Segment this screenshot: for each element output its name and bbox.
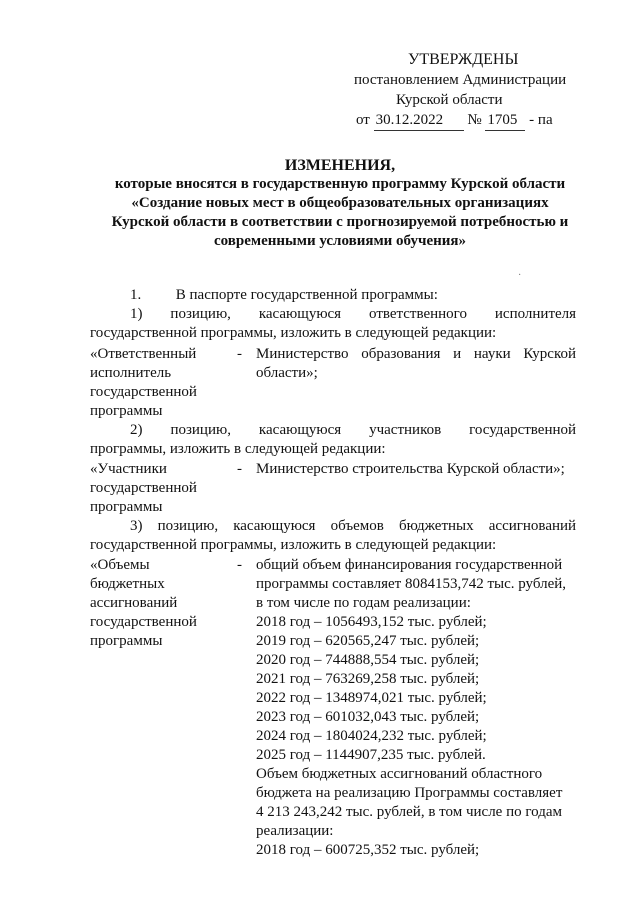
item-number: 2) xyxy=(130,422,143,438)
label-line: государственной xyxy=(90,480,197,496)
item-3 xyxy=(90,517,576,555)
value-line: 2023 год – 601032,043 тыс. рублей; xyxy=(256,709,480,725)
value-line: 4 213 243,242 тыс. рублей, в том числе по годам xyxy=(256,804,562,820)
word: касающуюся xyxy=(258,422,342,438)
from-word: от xyxy=(356,112,370,128)
item-3-line-1 xyxy=(90,517,576,536)
item-1-line-2: государственной программы, изложить в следующей редакции: xyxy=(90,325,497,341)
label-line: бюджетных xyxy=(90,576,165,592)
row-label xyxy=(90,556,230,651)
word: государственной xyxy=(469,422,577,438)
value-line: 2022 год – 1348974,021 тыс. рублей; xyxy=(256,690,487,706)
row-dash: - xyxy=(237,557,242,573)
word: участников xyxy=(369,422,442,438)
row-label xyxy=(90,345,230,421)
row-value xyxy=(256,556,576,860)
label-line: государственной xyxy=(90,384,197,400)
section-1 xyxy=(90,286,576,305)
row-dash: - xyxy=(237,346,242,362)
item-number: 1) xyxy=(130,306,143,322)
value-line: в том числе по годам реализации: xyxy=(256,595,471,611)
label-line: ассигнований xyxy=(90,595,178,611)
word: объемов xyxy=(330,518,384,534)
approval-number: 1705 xyxy=(485,110,525,131)
label-line: «Объемы xyxy=(90,557,150,573)
approval-dateline xyxy=(356,110,610,131)
approval-date: 30.12.2022 xyxy=(374,110,464,131)
value-line: 2021 год – 763269,258 тыс. рублей; xyxy=(256,671,480,687)
title-line: «Создание новых мест в общеобразовательных организациях xyxy=(131,195,549,211)
word: позицию, xyxy=(157,518,219,534)
value-line: реализации: xyxy=(256,823,334,839)
section-number: 1. xyxy=(130,287,142,303)
value-line: 2018 год – 600725,352 тыс. рублей; xyxy=(256,842,480,858)
label-line: программы xyxy=(90,403,163,419)
approved-region: Курской области xyxy=(396,92,503,108)
value-line: 2018 год – 1056493,152 тыс. рублей; xyxy=(256,614,487,630)
row-dash: - xyxy=(237,461,242,477)
value-line: 2025 год – 1144907,235 тыс. рублей. xyxy=(256,747,486,763)
word: ответственного xyxy=(369,306,467,322)
approval-block xyxy=(350,50,610,131)
value-line: 2020 год – 744888,554 тыс. рублей; xyxy=(256,652,480,668)
word: исполнителя xyxy=(494,306,577,322)
word: ассигнований xyxy=(488,518,577,534)
approved-by: постановлением Администрации xyxy=(354,72,567,88)
section-text: В паспорте государственной программы: xyxy=(175,287,438,303)
row-value: Министерство образования и науки Курской области»; xyxy=(256,346,576,381)
label-line: программы xyxy=(90,499,163,515)
label-line: программы xyxy=(90,633,163,649)
item-3-line-2: государственной программы, изложить в следующей редакции: xyxy=(90,537,497,553)
word: позицию, xyxy=(170,306,231,322)
document-title xyxy=(80,156,600,251)
item-2 xyxy=(90,421,576,459)
label-line: исполнитель xyxy=(90,365,172,381)
value-line: общий объем финансирования государственной xyxy=(256,557,563,573)
item-1-line-1 xyxy=(90,305,576,324)
item-2-line-1 xyxy=(90,421,576,440)
value-line: Объем бюджетных ассигнований областного xyxy=(256,766,543,782)
word: бюджетных xyxy=(398,518,474,534)
value-line: 2024 год – 1804024,232 тыс. рублей; xyxy=(256,728,487,744)
number-sign: № xyxy=(467,112,482,128)
label-line: «Участники xyxy=(90,461,167,477)
table-row-budget xyxy=(90,556,576,866)
number-suffix: - па xyxy=(529,112,553,128)
approved-heading: УТВЕРЖДЕНЫ xyxy=(408,51,519,68)
scan-mark: · xyxy=(518,270,522,281)
title-line: Курской области в соответствии с прогнозируемой потребностью и xyxy=(111,214,569,230)
word: касающуюся xyxy=(258,306,342,322)
word: позицию, xyxy=(170,422,231,438)
label-line: «Ответственный xyxy=(90,346,197,362)
table-row-participants xyxy=(90,460,576,520)
row-label xyxy=(90,460,230,517)
item-number: 3) xyxy=(130,518,143,534)
title-line: которые вносятся в государственную программу Курской области xyxy=(114,176,566,192)
row-value: Министерство строительства Курской области»; xyxy=(256,461,565,477)
value-line: 2019 год – 620565,247 тыс. рублей; xyxy=(256,633,480,649)
item-2-line-2: программы, изложить в следующей редакции: xyxy=(90,441,386,457)
label-line: государственной xyxy=(90,614,197,630)
word: касающуюся xyxy=(233,518,316,534)
item-1 xyxy=(90,305,576,343)
value-line: бюджета на реализацию Программы составляет xyxy=(256,785,563,801)
title-main: ИЗМЕНЕНИЯ, xyxy=(284,157,396,174)
value-line: программы составляет 8084153,742 тыс. рублей, xyxy=(256,576,567,592)
table-row-responsible xyxy=(90,345,576,425)
title-line: современными условиями обучения» xyxy=(213,233,467,249)
